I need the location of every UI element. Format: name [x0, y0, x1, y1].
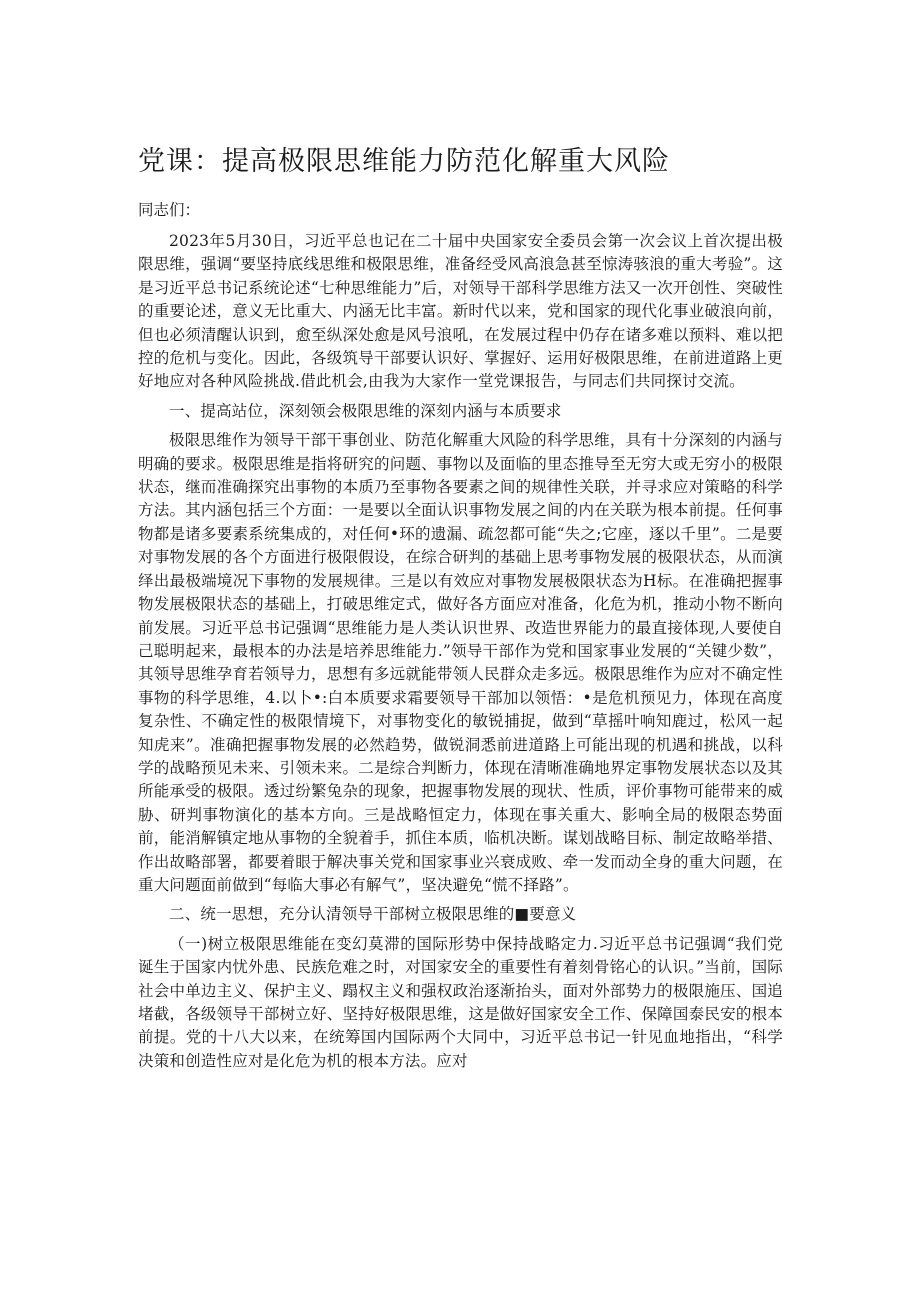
document-title: 党课：提高极限思维能力防范化解重大风险 [138, 146, 670, 177]
greeting: 同志们： [138, 201, 201, 219]
section-heading-1: 一、提高站位，深刻领会极限思维的深刻内涵与本质要求 [169, 401, 562, 420]
section-2-paragraph: （一)树立极限思维能在变幻莫滞的国际形势中保持战略定力.习近平总书记强调“我们党诞生于国家内忧外患、民族危难之时，对国家安全的重要性有着刻骨铭心的认识。”当前，国际社会中单边主义、保护主义、蹋权主义和强权政治逐渐抬头，面对外部势力的极限施压、国追堵截，各级领导干部树立好、坚持好极限思维，这是做好国家安全工作、保障国泰民安的根本前提。党的十八大以来，在统筹国内国际两个大同中，习近平总书记一针见血地指出，“科学决策和创造性应对是化危为机的根本方法。应对 [138, 934, 783, 1070]
intro-paragraph: 2023年5月30日，习近平总也记在二十届中央国家安全委员会第一次会议上首次提出极限思维，强调“要坚持底线思维和极限思维，准备经受风高浪急甚至惊涛骇浪的重大考验”。这是习近平总书记系统论述“七种思维能力”后，对领导干部科学思维方法又一次开创性、突破性的重要论述，意义无比重大、内涵无比丰富。新时代以来，党和国家的现代化事业破浪向前，但也必须清醒认识到，愈至纵深处愈是风号浪吼，在发展过程中仍存在诸多难以预料、难以把控的危机与变化。因此，各级筑导干部要认识好、掌握好、运用好极限思维，在前进道路上更好地应对各种风险挑战.借此机会,由我为大家作一堂党课报告，与同志们共同探讨交流。 [138, 232, 783, 391]
document-body [138, 230, 783, 1073]
section-1-paragraph: 极限思维作为领导干部干事创业、防范化解重大风险的科学思维，具有十分深刻的内涵与明确的要求。极限思维是指将研究的问题、事物以及面临的里态推导至无穷大或无穷小的极限状态，继而准确探究出事物的本质乃至事物各要素之间的规律性关联，并寻求应对策略的科学方法。其内涵包括三个方面：一是要以全面认识事物发展之间的内在关联为根本前提。任何事物都是诸多要素系统集成的，对任何•环的遗漏、疏忽都可能“失之;它座，逐以千里”。二是要对事物发展的各个方面进行极限假设，在综合研判的基础上思考事物发展的极限状态，从而演绎出最极端境况下事物的发展规律。三是以有效应对事物发展极限状态为H标。在准确把握事物发展极限状态的基础上，打破思维定式，做好各方面应对准备，化危为机，推动小物不断向前发展。习近平总书记强调“思维能力是人类认识世界、改造世界能力的最直接体现,人要使自己聪明起来，最根本的办法是培养思维能力.”领导干部作为党和国家事业发展的“关键少数”，其领导思维孕育若领导力，思想有多远就能带领人民群众走多远。极限思维作为应对不确定性事物的科学思维，4.以卜•:白本质要求霜要领导干部加以领悟：•是危机预见力，体现在高度复杂性、不确定性的极限情境下，对事物变化的敏锐捕捉，做到“草摇叶响知鹿过，松风一起知虎来”。准确把握事物发展的必然趋势，做锐洞悉前进道路上可能出现的机遇和挑战，以科学的战略预见未来、引领未来。二是综合判断力，体现在清晰准确地界定事物发展状态以及其所能承受的极限。透过纷繁兔杂的现象，把握事物发展的现状、性质，评价事物可能带来的威胁、研判事物演化的基本方向。三是战略恒定力，体现在事关重大、影响全局的极限态势面前，能消解镇定地从事物的全貌着手，抓住本质，临机决断。谋划战略目标、制定故略举措、作出故略部署，都要着眼于解决事关党和国家事业兴衰成败、牵一发而动全身的重大问题，在重大问题面前做到“每临大事必有解气”，坚决避免“慌不择路”。 [138, 431, 783, 894]
section-heading-2: 二、统一思想，充分认清领导干部树立极限思维的■要意义 [169, 905, 577, 924]
